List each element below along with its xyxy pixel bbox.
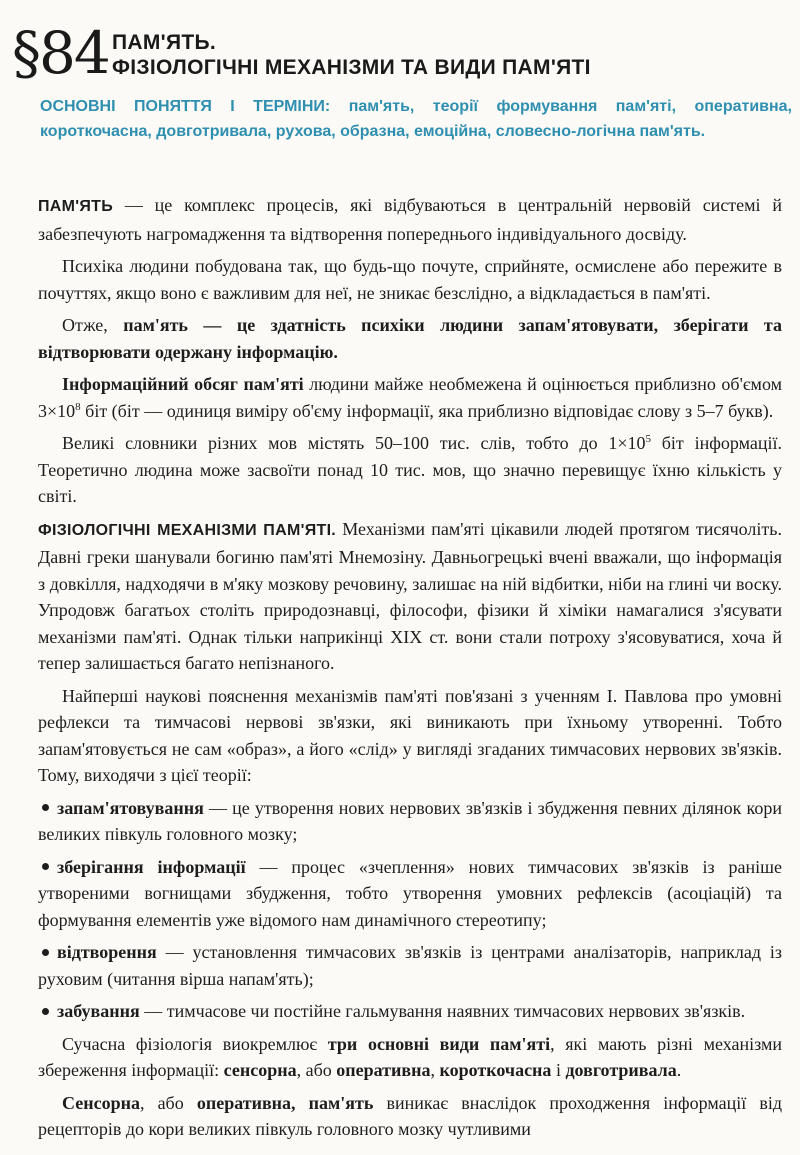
bold-term: оперативна, пам'ять bbox=[196, 1092, 374, 1113]
bold-term: Сенсорна bbox=[62, 1092, 140, 1113]
paragraph-text: Механізми пам'яті цікавили людей протягом тисячоліть. Давні греки шанували богиню пам'яті Мнемозіну. Давньогрецькі вчені вважали, що інформація з довкілля, надходячи в м'яку мозкову речовину, залишає на ній відбитки, ніби на глині чи воску. Упродовж багатьох століть природознавці, філософи, фізики й хіміки намагалися з'ясувати механізми пам'яті. Однак тільки наприкінці XIX ст. вони стали потроху з'ясовуватися, хоча й тепер залишається багато непізнаного. bbox=[38, 518, 782, 673]
bold-term: короткочасна bbox=[439, 1060, 552, 1080]
paragraph-text: Великі словники різних мов містять 50–100 тис. слів, тобто до 1×10 bbox=[62, 433, 646, 453]
bold-term: довготривала bbox=[565, 1060, 677, 1080]
bullet-icon bbox=[42, 804, 49, 811]
section-header bbox=[12, 18, 792, 92]
paragraph-lead: Отже, bbox=[62, 315, 124, 335]
paragraph-conclusion bbox=[38, 312, 782, 365]
bullet-item bbox=[38, 854, 782, 934]
bullet-term: запам'ятовування bbox=[57, 797, 204, 818]
paragraph-text: , або bbox=[139, 1092, 197, 1113]
bullet-icon bbox=[42, 949, 49, 956]
paragraph-dictionaries bbox=[38, 430, 782, 510]
bullet-term: забування bbox=[57, 1001, 140, 1021]
paragraph-text: , які мають різні механізми збереження інформації: bbox=[38, 1033, 782, 1080]
paragraph-text: біт (біт — одиниця виміру об'єму інформації, яка приблизно відповідає слову з 5–7 букв). bbox=[80, 400, 774, 421]
bold-definition: пам'ять — це здатність психіки людини запам'ятовувати, зберігати та відтворювати одержану інформацію. bbox=[38, 315, 782, 362]
bold-term-capacity: Інформаційний обсяг пам'яті bbox=[62, 374, 304, 394]
bold-term: три основні види пам'яті bbox=[327, 1033, 551, 1054]
bullet-icon bbox=[42, 863, 49, 870]
paragraph-text: і bbox=[551, 1060, 566, 1080]
paragraph-pavlov: Найперші наукові пояснення механізмів пам'яті пов'язані з ученням І. Павлова про умовні рефлекси та тимчасові нервові зв'язки, які виникають при їхньому утворенні. Тобто запам'ятовується не сам «образ», а його «слід» у вигляді згаданих тимчасових нервових зв'язків. Тому, виходячи з цієї теорії: bbox=[38, 685, 782, 785]
section-title bbox=[112, 30, 591, 80]
paragraph-text: — це комплекс процесів, які відбуваються в центральній нервовій системі й забезпечують нагромадження та відтворення попереднього індивідуального досвіду. bbox=[38, 195, 782, 244]
paragraph-text: виникає внаслідок проходження інформації від рецепторів до кори великих півкуль головного мозку чутливими bbox=[38, 1092, 782, 1139]
bullet-icon bbox=[42, 1008, 49, 1015]
paragraph-text: , bbox=[430, 1060, 440, 1080]
paragraph-psyche: Психіка людини побудована так, що будь-що почуте, сприйняте, осмислене або пережите в почуттях, якщо воно є важливим для неї, не зникає безслідно, а відкладається в пам'яті. bbox=[38, 256, 782, 303]
body-text bbox=[38, 192, 782, 1149]
paragraph-sensory bbox=[38, 1090, 782, 1143]
bullet-text: — тимчасове чи постійне гальмування наявних тимчасових нервових зв'язків. bbox=[139, 1001, 746, 1021]
exponent: 5 bbox=[645, 433, 651, 445]
paragraph-text: людини майже необмежена й оцінюється приблизно об'ємом 3×10 bbox=[38, 374, 783, 421]
paragraph-text: . bbox=[676, 1060, 682, 1080]
paragraph-text: , або bbox=[296, 1060, 337, 1080]
bullet-term: зберігання інформації bbox=[57, 856, 246, 877]
bullet-item bbox=[38, 795, 782, 848]
bullet-text: — процес «зчеплення» нових тимчасових зв'язків із раніше утвореними вогнищами збудження, тобто утворення умовних рефлексів (асоціацій) та формування елементів уже відомого нам динамічного стереотипу; bbox=[38, 856, 782, 930]
bullet-item bbox=[38, 939, 782, 992]
paragraph-memory-definition bbox=[38, 192, 782, 247]
paragraph-text: біт інформації. Теоретично людина може засвоїти понад 10 тис. мов, що значно перевищує їхню кількість у світі. bbox=[38, 433, 782, 506]
paragraph-capacity bbox=[38, 371, 782, 424]
section-number: §84 bbox=[12, 19, 109, 87]
paragraph-three-types bbox=[38, 1031, 782, 1084]
bullet-text: — це утворення нових нервових зв'язків і збудження певних ділянок кори великих півкуль головного мозку; bbox=[38, 797, 782, 844]
bold-term: сенсорна bbox=[223, 1060, 297, 1080]
paragraph-mechanisms bbox=[38, 516, 782, 677]
paragraph-text: Сучасна фізіологія виокремлює bbox=[62, 1033, 328, 1054]
exponent: 8 bbox=[75, 400, 81, 413]
title-line-1: ПАМ'ЯТЬ. bbox=[112, 31, 216, 54]
bullet-term: відтворення bbox=[57, 942, 157, 962]
bold-term: оперативна bbox=[336, 1060, 431, 1080]
title-line-2: ФІЗІОЛОГІЧНІ МЕХАНІЗМИ ТА ВИДИ ПАМ'ЯТІ bbox=[112, 56, 591, 79]
key-concepts: ОСНОВНІ ПОНЯТТЯ І ТЕРМІНИ: пам'ять, теорії формування пам'яті, оперативна, короткочасна, довготривала, рухова, образна, емоційна, словесно-логічна пам'ять. bbox=[40, 98, 792, 140]
term-memory: ПАМ'ЯТЬ bbox=[38, 198, 114, 215]
bullet-item bbox=[38, 998, 782, 1025]
term-mechanisms: ФІЗІОЛОГІЧНІ МЕХАНІЗМИ ПАМ'ЯТІ. bbox=[38, 521, 337, 539]
bullet-text: — установлення тимчасових зв'язків із центрами аналізаторів, наприклад із руховим (читання вірша напам'ять); bbox=[38, 942, 782, 989]
